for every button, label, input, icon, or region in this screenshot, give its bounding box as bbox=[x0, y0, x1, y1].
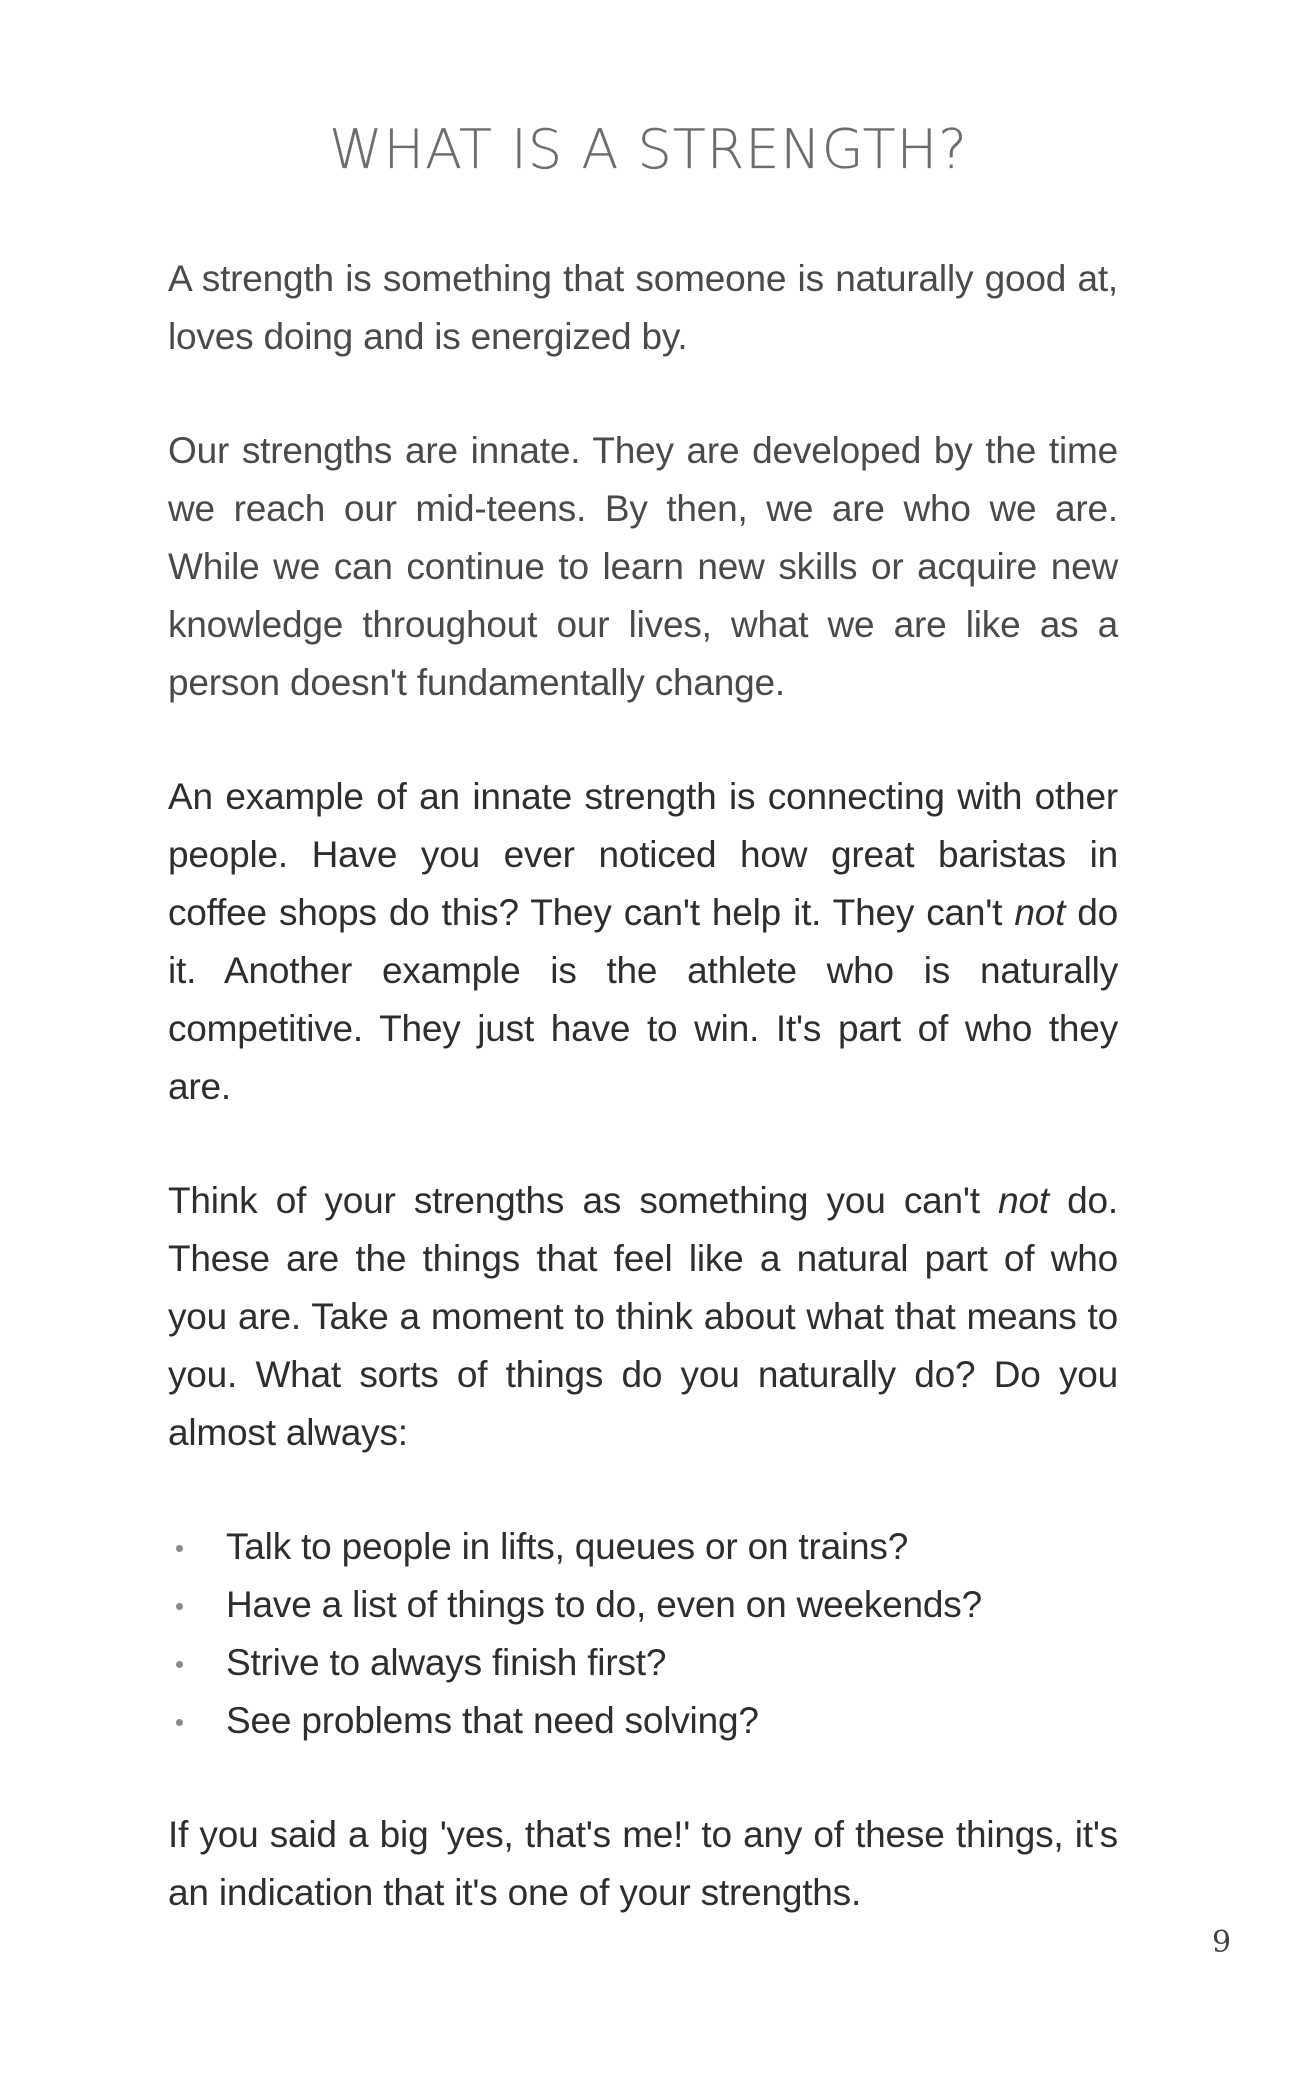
paragraph-definition: A strength is something that someone is naturally good at, loves doing and is energized by. bbox=[168, 258, 1118, 357]
paragraph-conclusion: If you said a big 'yes, that's me!' to any of these things, it's an indication that it's one of your strengths. bbox=[168, 1814, 1118, 1913]
bullet-icon bbox=[176, 1661, 183, 1668]
list-item bbox=[168, 1692, 1118, 1750]
paragraph-think-part-2: do. These are the things that feel like a natural part of who you are. Take a moment to think about what that means to you. What sorts of things do you naturally do? Do you almost always: bbox=[168, 1180, 1118, 1453]
paragraph-example-part-1: An example of an innate strength is connecting with other people. Have you ever noticed how great baristas in coffee shops do this? They can't help it. They can't bbox=[168, 776, 1118, 933]
list-item-text: See problems that need solving? bbox=[226, 1700, 759, 1741]
emphasis-not: not bbox=[998, 1180, 1049, 1221]
paragraph-think-part-1: Think of your strengths as something you can't bbox=[168, 1180, 999, 1221]
paragraph-think bbox=[168, 1172, 1118, 1462]
body-text bbox=[168, 250, 1118, 1978]
page-number: 9 bbox=[1212, 1925, 1232, 1960]
bullet-icon bbox=[176, 1719, 183, 1726]
bullet-icon bbox=[176, 1603, 183, 1610]
list-item bbox=[168, 1576, 1118, 1634]
paragraph-example bbox=[168, 768, 1118, 1116]
paragraph-innate: Our strengths are innate. They are developed by the time we reach our mid-teens. By then, we are who we are. While we can continue to learn new skills or acquire new knowledge throughout our lives, what we are like as a person doesn't fundamentally change. bbox=[168, 430, 1118, 703]
emphasis-not: not bbox=[1014, 892, 1066, 933]
list-item bbox=[168, 1634, 1118, 1692]
page-title: WHAT IS A STRENGTH? bbox=[329, 118, 968, 181]
list-item-text: Strive to always finish first? bbox=[226, 1642, 667, 1683]
bullet-icon bbox=[176, 1545, 183, 1552]
list-item-text: Talk to people in lifts, queues or on trains? bbox=[226, 1526, 909, 1567]
paragraph-example-part-2: do it. Another example is the athlete who is naturally competitive. They just have to win. It's part of who they are. bbox=[168, 892, 1118, 1107]
list-item-text: Have a list of things to do, even on weekends? bbox=[226, 1584, 982, 1625]
list-item bbox=[168, 1518, 1118, 1576]
bullet-list bbox=[168, 1518, 1118, 1750]
